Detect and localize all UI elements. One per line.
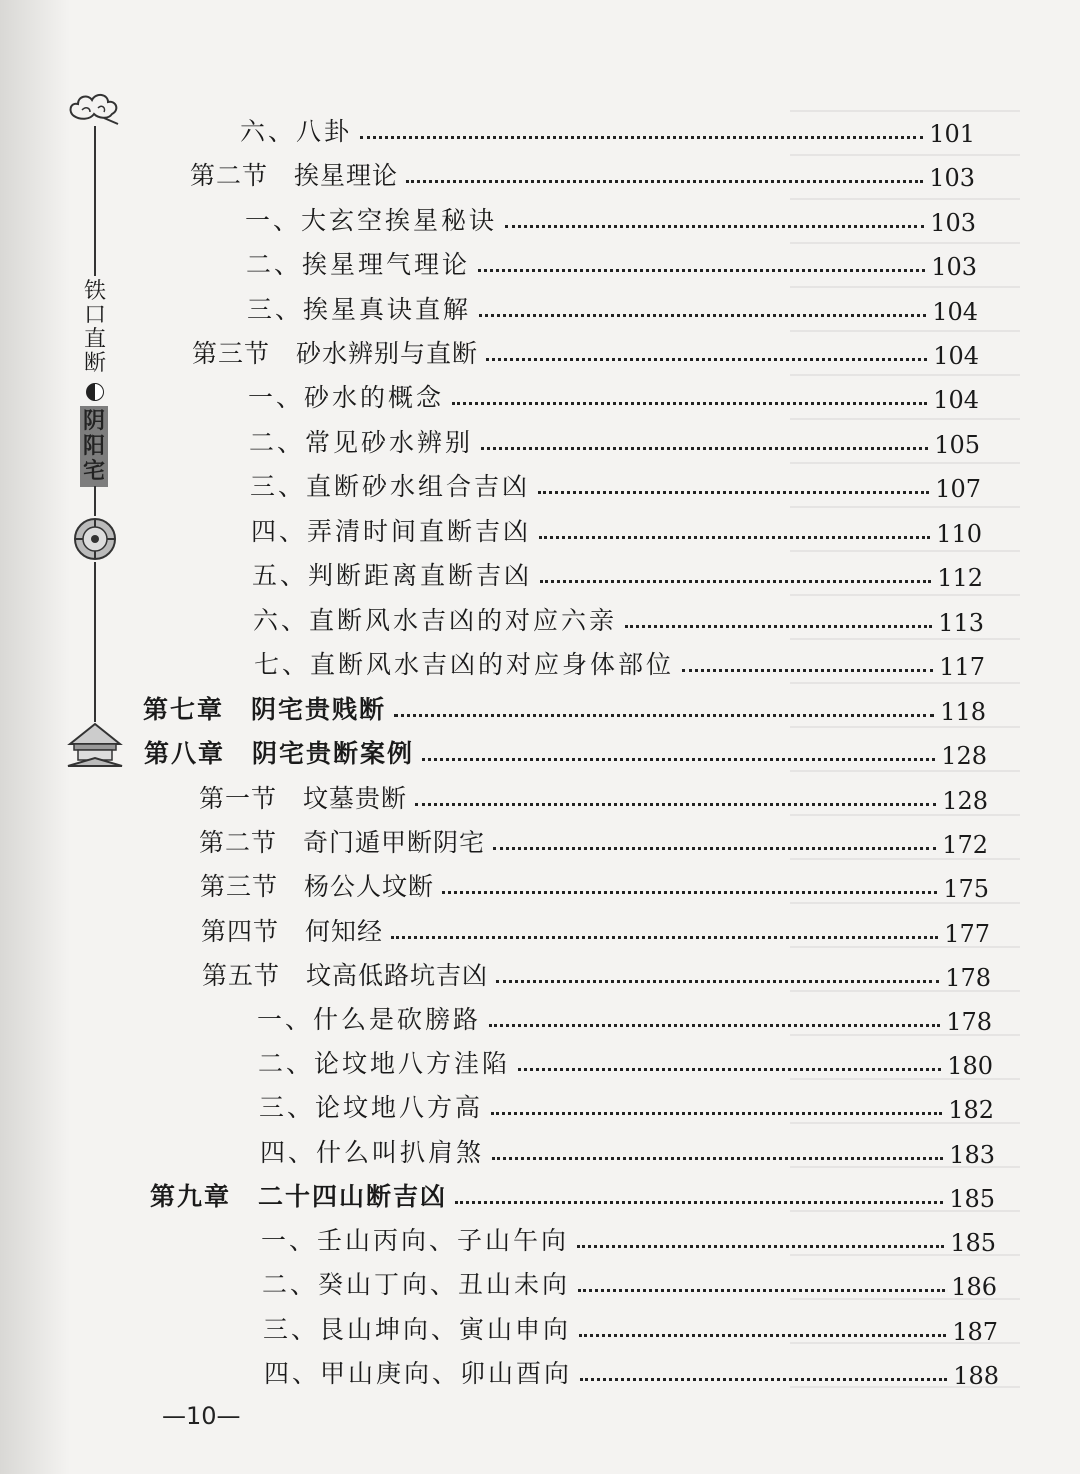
- toc-page-number: 128: [942, 787, 988, 815]
- toc-label: 第二节 挨星理论: [190, 161, 399, 190]
- vertical-line: [94, 562, 96, 722]
- toc-item[interactable]: [259, 1084, 994, 1124]
- leader-dots: [580, 1378, 947, 1381]
- page-number: —10—: [162, 1402, 241, 1430]
- leader-dots: [579, 1334, 946, 1337]
- toc-page-number: 105: [934, 431, 980, 459]
- toc-chapter[interactable]: [143, 686, 986, 726]
- leader-dots: [540, 580, 931, 583]
- yinyang-icon: [86, 383, 104, 401]
- toc-page-number: 113: [938, 609, 984, 637]
- toc-item[interactable]: [250, 463, 981, 503]
- toc-item[interactable]: [249, 419, 980, 459]
- toc-page-number: 104: [933, 342, 979, 370]
- toc-section[interactable]: [200, 863, 989, 903]
- leader-dots: [455, 1201, 943, 1204]
- leader-dots: [486, 358, 927, 361]
- toc-section[interactable]: [199, 819, 988, 859]
- toc-label: 二、论坟地八方洼陷: [258, 1049, 511, 1078]
- toc-label: 七、直断风水吉凶的对应身体部位: [254, 650, 675, 679]
- toc-page-number: 104: [932, 298, 978, 326]
- toc-page-number: 177: [944, 920, 990, 948]
- leader-dots: [682, 669, 933, 672]
- toc-page-number: 182: [948, 1096, 994, 1124]
- leader-dots: [539, 536, 930, 539]
- toc-label: 第八章 阴宅贵断案例: [144, 739, 415, 768]
- toc-item[interactable]: [248, 374, 979, 414]
- leader-dots: [479, 314, 926, 317]
- toc-item[interactable]: [261, 1217, 996, 1257]
- leader-dots: [577, 1245, 944, 1248]
- leader-dots: [489, 1024, 940, 1027]
- pavilion-ornament-icon: [66, 722, 124, 772]
- toc-page-number: 110: [936, 520, 982, 548]
- toc-item[interactable]: [247, 286, 978, 326]
- toc-label: 第五节 坟高低路坑吉凶: [202, 961, 489, 990]
- medallion-ornament-icon: [72, 516, 118, 562]
- leader-dots: [538, 491, 929, 494]
- toc-label: 四、甲山庚向、卯山酉向: [264, 1359, 573, 1388]
- toc-page-number: 178: [946, 1008, 992, 1036]
- leader-dots: [391, 936, 938, 939]
- toc-label: 三、艮山坤向、寅山申向: [263, 1315, 572, 1344]
- toc-item[interactable]: [263, 1306, 998, 1346]
- toc-label: 第七章 阴宅贵贱断: [143, 695, 387, 724]
- toc-item[interactable]: [245, 197, 976, 237]
- toc-label: 二、常见砂水辨别: [249, 428, 474, 457]
- toc-page-number: 175: [943, 875, 989, 903]
- toc-label: 五、判断距离直断吉凶: [252, 561, 533, 590]
- toc-page-number: 186: [951, 1273, 997, 1301]
- toc-label: 三、论坟地八方高: [259, 1093, 484, 1122]
- toc-page-number: 107: [935, 475, 981, 503]
- leader-dots: [492, 1157, 943, 1160]
- cloud-ornament-icon: [68, 90, 120, 126]
- toc-label: 一、砂水的概念: [248, 383, 445, 412]
- toc-item[interactable]: [251, 508, 982, 548]
- toc-section[interactable]: [202, 952, 991, 992]
- toc-label: 一、壬山丙向、子山午向: [261, 1226, 570, 1255]
- toc-page-number: 178: [945, 964, 991, 992]
- toc-item[interactable]: [260, 1129, 995, 1169]
- toc-item[interactable]: [264, 1350, 999, 1390]
- toc-label: 四、弄清时间直断吉凶: [251, 517, 532, 546]
- leader-dots: [394, 714, 934, 717]
- toc-page-number: 117: [939, 653, 985, 681]
- toc-label: 第三节 杨公人坟断: [200, 872, 435, 901]
- toc-section[interactable]: [199, 775, 988, 815]
- toc-item[interactable]: [253, 597, 984, 637]
- toc-page-number: 185: [949, 1185, 995, 1213]
- leader-dots: [578, 1289, 945, 1292]
- toc-label: 三、挨星真诀直解: [247, 295, 472, 324]
- leader-dots: [625, 625, 932, 628]
- leader-dots: [415, 803, 936, 806]
- toc-label: 六、八卦: [240, 117, 353, 146]
- sidebar-title-top: 铁口直断: [83, 279, 106, 376]
- toc-page-number: 185: [950, 1229, 996, 1257]
- toc-page-number: 118: [940, 698, 986, 726]
- toc-section[interactable]: [201, 908, 990, 948]
- toc-page-number: 183: [949, 1141, 995, 1169]
- toc-page-number: 188: [953, 1362, 999, 1390]
- toc-label: 六、直断风水吉凶的对应六亲: [253, 606, 618, 635]
- toc-page-number: 103: [931, 253, 977, 281]
- toc-item[interactable]: [252, 552, 983, 592]
- toc-item[interactable]: [257, 996, 992, 1036]
- toc-label: 四、什么叫扒肩煞: [260, 1138, 485, 1167]
- toc-chapter[interactable]: [144, 730, 987, 770]
- toc-label: 第九章 二十四山断吉凶: [150, 1182, 448, 1211]
- toc-chapter[interactable]: [150, 1173, 995, 1213]
- toc-page-number: 172: [942, 831, 988, 859]
- sidebar-title-box: 阴阳宅: [80, 406, 108, 487]
- sidebar-decoration: [60, 90, 130, 730]
- toc-page-number: 112: [937, 564, 983, 592]
- toc-item[interactable]: [258, 1040, 993, 1080]
- toc-label: 一、大玄空挨星秘诀: [245, 206, 498, 235]
- toc-section[interactable]: [190, 152, 975, 192]
- leader-dots: [442, 891, 937, 894]
- leader-dots: [481, 447, 928, 450]
- leader-dots: [496, 980, 939, 983]
- toc-label: 第四节 何知经: [201, 917, 384, 946]
- vertical-line: [94, 486, 96, 516]
- leader-dots: [452, 402, 927, 405]
- toc-label: 三、直断砂水组合吉凶: [250, 472, 531, 501]
- leader-dots: [493, 847, 936, 850]
- toc-page-number: 128: [941, 742, 987, 770]
- toc-page-number: 103: [929, 164, 975, 192]
- toc-item[interactable]: [240, 108, 975, 148]
- toc-page-number: 101: [929, 120, 975, 148]
- toc-item[interactable]: [254, 641, 985, 681]
- leader-dots: [518, 1068, 941, 1071]
- toc-page-number: 104: [933, 386, 979, 414]
- leader-dots: [406, 180, 923, 183]
- leader-dots: [478, 269, 925, 272]
- toc-label: 第三节 砂水辨别与直断: [192, 339, 479, 368]
- leader-dots: [491, 1112, 942, 1115]
- toc-label: 一、什么是砍膀路: [257, 1005, 482, 1034]
- toc-label: 第二节 奇门遁甲断阴宅: [199, 828, 486, 857]
- toc-label: 二、癸山丁向、丑山未向: [262, 1270, 571, 1299]
- toc-section[interactable]: [192, 330, 979, 370]
- vertical-line: [94, 126, 96, 276]
- toc-item[interactable]: [262, 1261, 997, 1301]
- toc-page-number: 103: [930, 209, 976, 237]
- leader-dots: [360, 136, 923, 139]
- toc-label: 二、挨星理气理论: [246, 250, 471, 279]
- toc-label: 第一节 坟墓贵断: [199, 784, 408, 813]
- leader-dots: [422, 758, 935, 761]
- toc-page-number: 180: [947, 1052, 993, 1080]
- leader-dots: [505, 225, 924, 228]
- toc-item[interactable]: [246, 241, 977, 281]
- toc-page-number: 187: [952, 1318, 998, 1346]
